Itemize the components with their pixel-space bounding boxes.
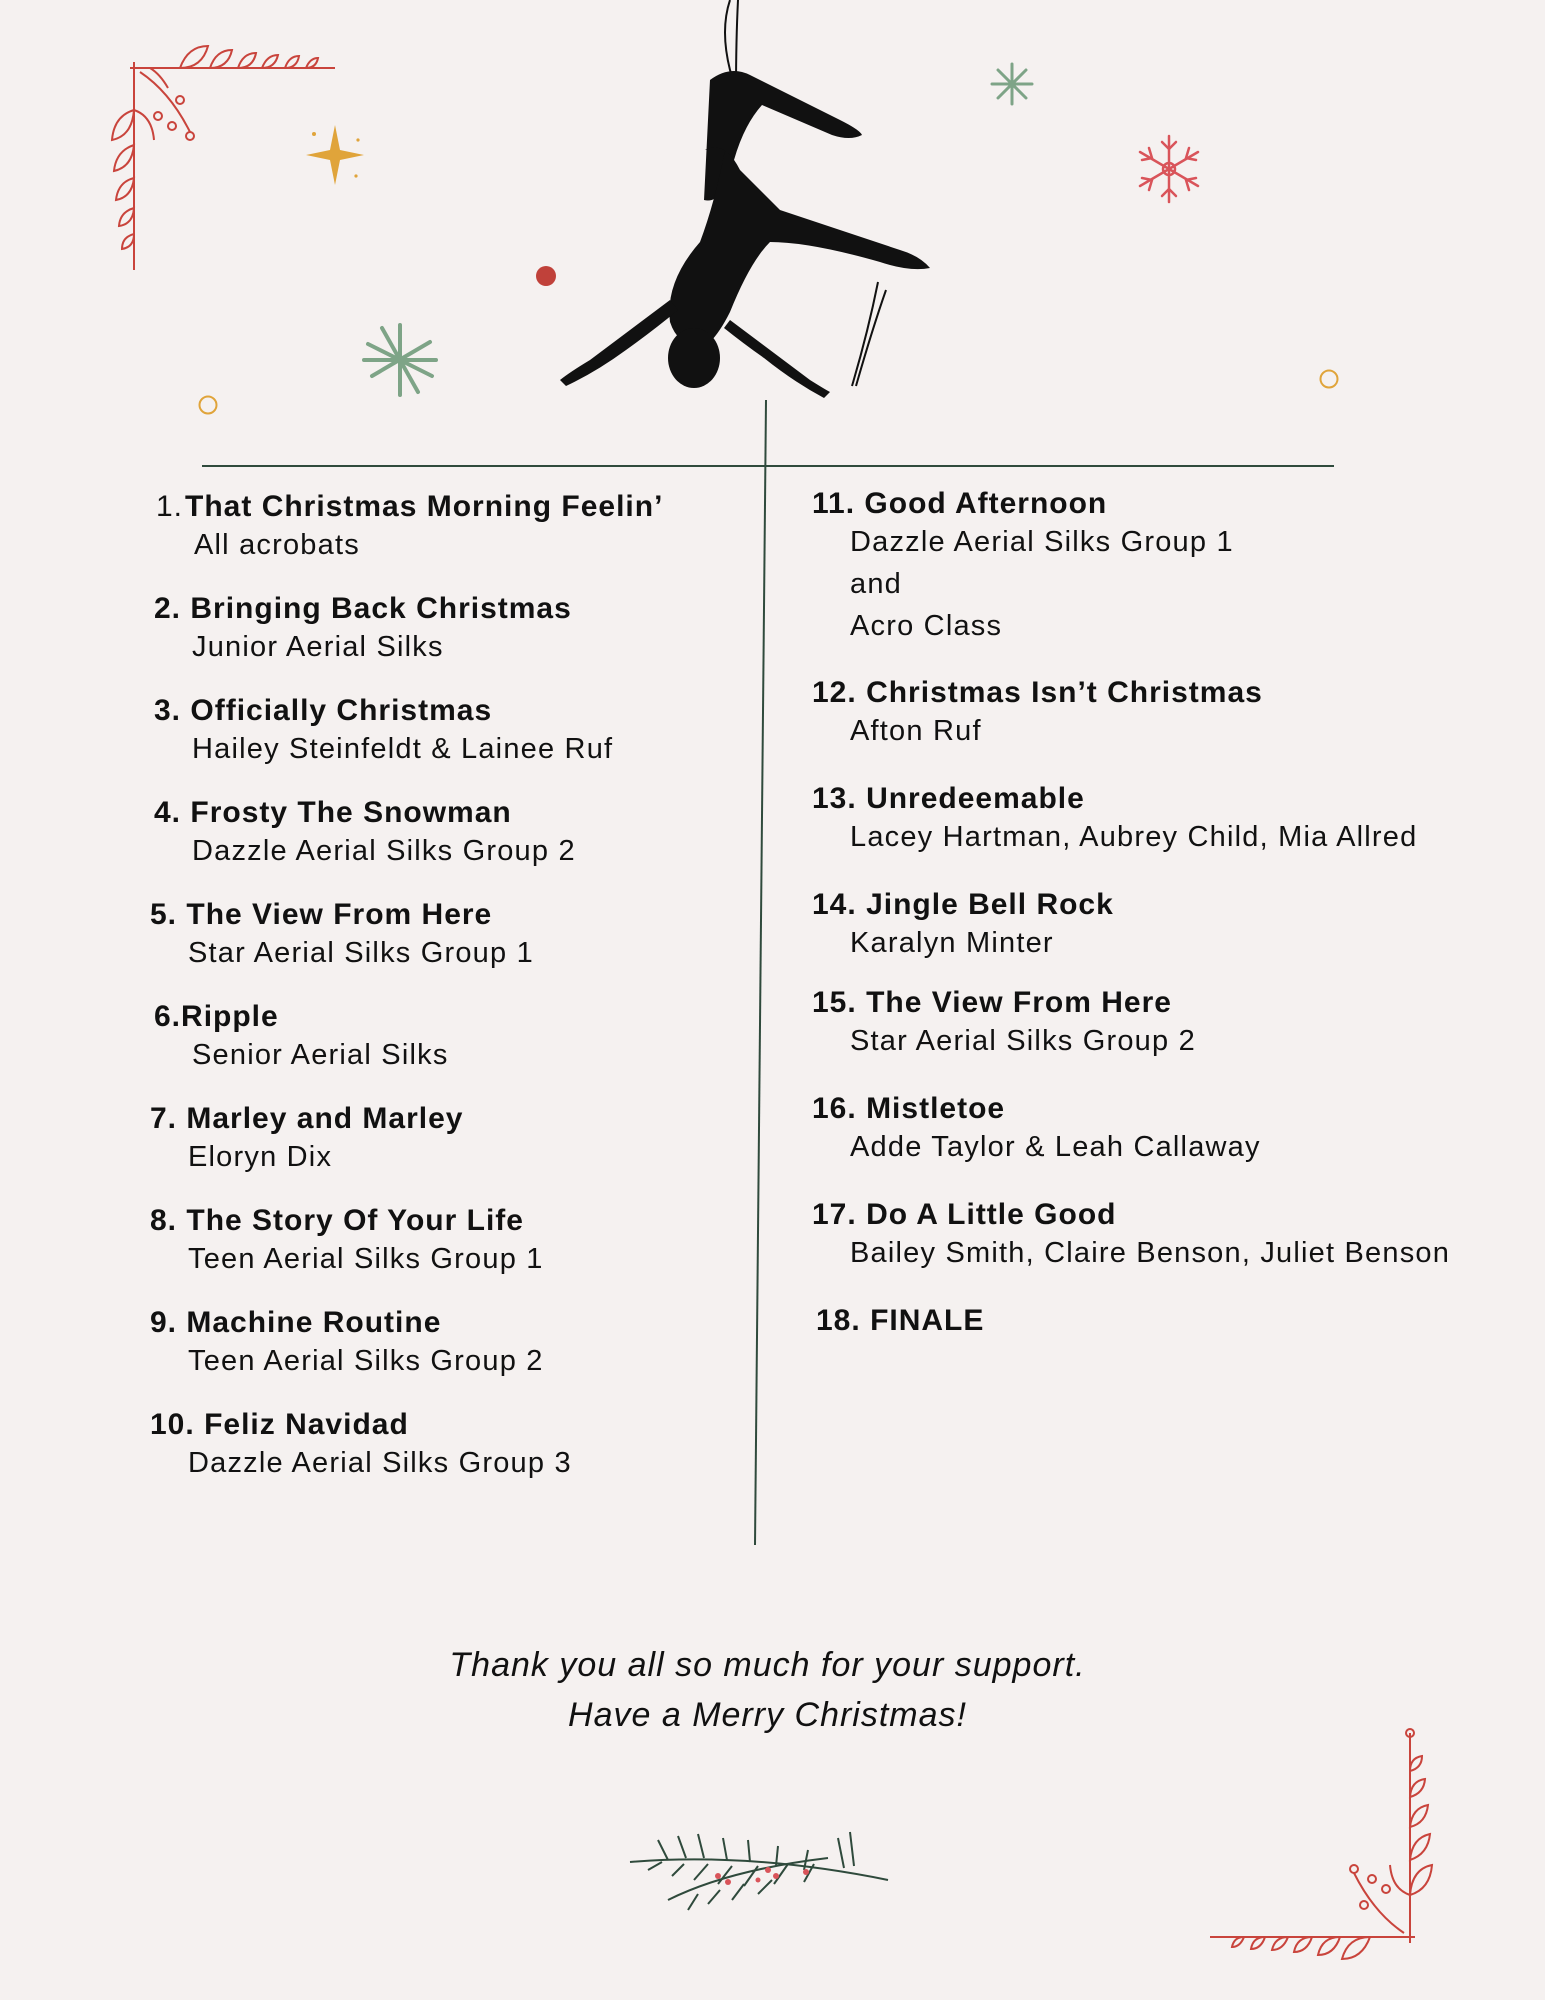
act-number: 17. (812, 1198, 857, 1231)
red-snowflake-icon (1132, 132, 1206, 206)
act-number: 15. (812, 986, 857, 1019)
act-14 (812, 888, 1114, 964)
act-1 (156, 490, 663, 566)
act-performers: Star Aerial Silks Group 1 (188, 937, 534, 969)
act-12 (812, 676, 1263, 752)
act-title: The Story Of Your Life (186, 1204, 524, 1237)
act-number: 9. (150, 1306, 178, 1339)
act-number: 18. (816, 1304, 861, 1337)
act-title: Jingle Bell Rock (866, 888, 1114, 921)
act-title: The View From Here (186, 898, 493, 931)
floral-corner-bottom-right (1210, 1725, 1440, 1965)
act-title: Ripple (181, 1000, 279, 1033)
pine-sprig-icon (628, 1820, 890, 1920)
act-title: Feliz Navidad (204, 1408, 409, 1441)
act-number: 11. (812, 487, 856, 520)
act-performers: Dazzle Aerial Silks Group 1 (850, 526, 1234, 558)
act-9 (150, 1306, 544, 1382)
act-5 (150, 898, 534, 974)
vertical-divider (750, 400, 770, 1550)
act-title: The View From Here (866, 986, 1172, 1019)
act-2 (154, 592, 572, 668)
act-performers: Afton Ruf (850, 715, 982, 747)
act-title: Christmas Isn’t Christmas (866, 676, 1263, 709)
act-performers: Bailey Smith, Claire Benson, Juliet Benson (850, 1237, 1451, 1269)
closing-line-2: Have a Merry Christmas! (568, 1696, 967, 1734)
sparkle-star-icon (300, 120, 370, 190)
act-18 (816, 1304, 984, 1338)
act-performers: Teen Aerial Silks Group 1 (188, 1243, 544, 1275)
act-performers: Lacey Hartman, Aubrey Child, Mia Allred (850, 821, 1418, 853)
act-8 (150, 1204, 544, 1280)
act-number: 5. (150, 898, 178, 931)
act-performers: Senior Aerial Silks (192, 1039, 449, 1071)
act-17 (812, 1198, 1450, 1274)
act-performers: Eloryn Dix (188, 1141, 333, 1173)
act-16 (812, 1092, 1261, 1168)
act-title: Mistletoe (866, 1092, 1006, 1125)
act-number: 16. (812, 1092, 857, 1125)
act-number: 13. (812, 782, 857, 815)
act-3 (154, 694, 613, 770)
gold-ring-left (197, 394, 219, 416)
act-performers: Star Aerial Silks Group 2 (850, 1025, 1196, 1057)
act-performers: Acro Class (850, 610, 1003, 642)
act-number: 8. (150, 1204, 178, 1237)
act-number: 4. (154, 796, 182, 829)
act-title: FINALE (870, 1304, 985, 1337)
act-title: Machine Routine (186, 1306, 442, 1339)
act-title: Marley and Marley (186, 1102, 464, 1135)
act-number: 6. (154, 1000, 182, 1033)
act-number: 7. (150, 1102, 178, 1135)
act-number: 12. (812, 676, 857, 709)
act-performers: Teen Aerial Silks Group 2 (188, 1345, 544, 1377)
act-number: 2. (154, 592, 182, 625)
act-7 (150, 1102, 464, 1178)
act-title: Do A Little Good (866, 1198, 1117, 1231)
act-title: Officially Christmas (190, 694, 493, 727)
act-performers: Karalyn Minter (850, 927, 1054, 959)
gold-ring-right (1318, 368, 1340, 390)
act-performers: and (850, 568, 902, 600)
act-number: 1. (156, 490, 184, 523)
act-performers: Dazzle Aerial Silks Group 2 (192, 835, 576, 867)
act-title: Frosty The Snowman (190, 796, 512, 829)
act-number: 10. (150, 1408, 195, 1441)
act-11 (812, 487, 1234, 647)
act-title: Bringing Back Christmas (190, 592, 572, 625)
act-performers: Dazzle Aerial Silks Group 3 (188, 1447, 572, 1479)
act-6 (154, 1000, 449, 1076)
act-title: Good Afternoon (864, 487, 1108, 520)
closing-line-1: Thank you all so much for your support. (449, 1646, 1086, 1684)
act-13 (812, 782, 1417, 858)
act-performers: All acrobats (194, 529, 360, 561)
act-4 (154, 796, 576, 872)
act-performers: Hailey Steinfeldt & Lainee Ruf (192, 733, 614, 765)
green-starburst-icon (360, 320, 440, 400)
act-title: Unredeemable (866, 782, 1085, 815)
act-number: 14. (812, 888, 857, 921)
aerialist-silhouette (540, 0, 1000, 410)
act-performers: Adde Taylor & Leah Callaway (850, 1131, 1261, 1163)
act-performers: Junior Aerial Silks (192, 631, 444, 663)
act-number: 3. (154, 694, 182, 727)
act-10 (150, 1408, 572, 1484)
act-title: That Christmas Morning Feelin’ (185, 490, 664, 523)
act-15 (812, 986, 1196, 1062)
